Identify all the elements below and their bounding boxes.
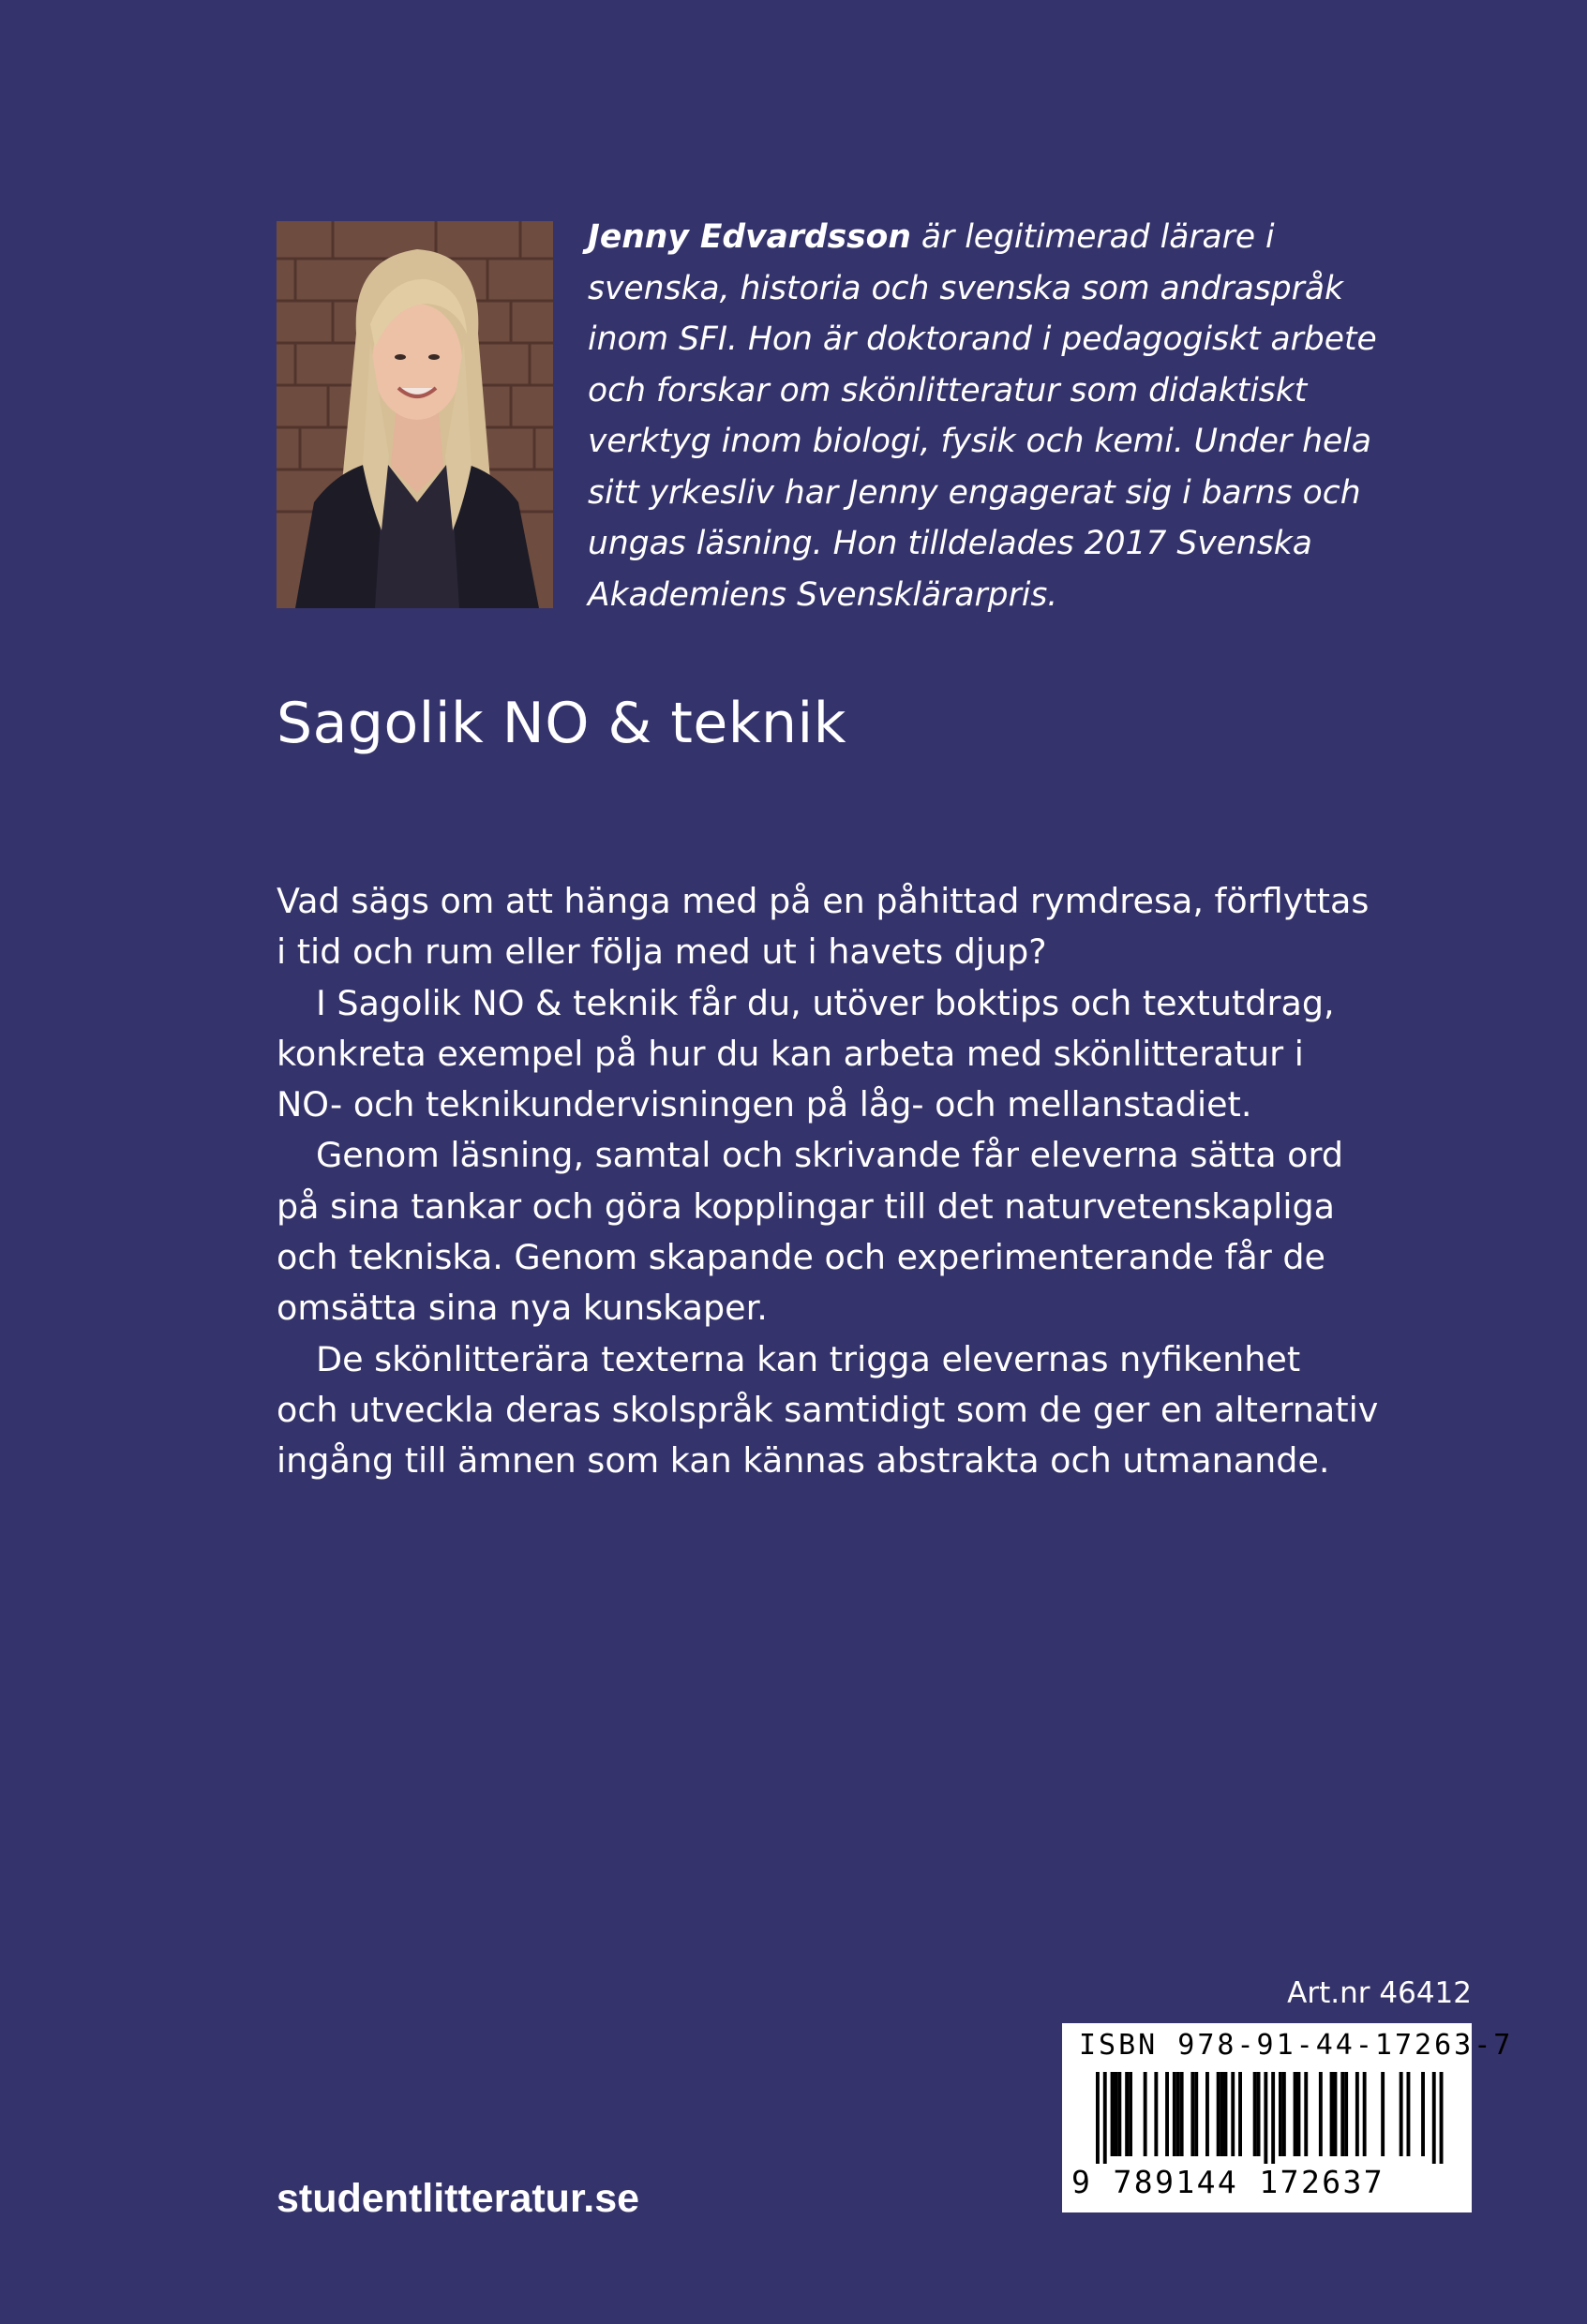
author-bio-line: ungas läsning. Hon tilldelades 2017 Svenska [588, 525, 1312, 562]
barcode-bar [1282, 2072, 1286, 2156]
author-bio-line: inom SFI. Hon är doktorand i pedagogiskt arbete [588, 320, 1377, 358]
barcode-bar [1297, 2072, 1301, 2156]
author-bio-line: är legitimerad lärare i [910, 218, 1275, 256]
barcode-bar [1344, 2072, 1348, 2156]
barcode-bar [1194, 2072, 1198, 2156]
description-line: ingång till ämnen som kan kännas abstrakta och utmanande. [277, 1440, 1330, 1482]
barcode-bar [1304, 2072, 1308, 2156]
barcode-bar [1381, 2072, 1385, 2156]
barcode-bar [1180, 2072, 1184, 2156]
barcode-bar [1111, 2072, 1115, 2156]
barcode-bar [1231, 2072, 1235, 2156]
barcode-bar [1190, 2072, 1194, 2156]
author-bio-line: Akademiens Svensklärarpris. [588, 575, 1058, 614]
description-paragraph [277, 1334, 1505, 1487]
barcode-bar [1421, 2072, 1425, 2156]
barcode-bar [1117, 2072, 1121, 2156]
barcode-bar [1334, 2072, 1338, 2156]
author-bio-line: verktyg inom biologi, fysik och kemi. Under hela [588, 423, 1371, 460]
barcode-bar [1165, 2072, 1169, 2156]
barcode-bar [1440, 2072, 1444, 2164]
barcode-bar [1144, 2072, 1147, 2156]
barcode-bar [1154, 2072, 1158, 2156]
description-line: De skönlitterära texterna kan trigga elevernas nyfikenhet [316, 1338, 1301, 1379]
barcode-bar [1205, 2072, 1209, 2156]
barcode-bar [1400, 2072, 1403, 2156]
barcode-bars [1075, 2072, 1460, 2164]
barcode-bar [1096, 2072, 1100, 2164]
description-line: omsätta sina nya kunskaper. [277, 1288, 768, 1329]
barcode-bar [1407, 2072, 1411, 2156]
description-line: Genom läsning, samtal och skrivande får eleverna sätta ord [316, 1135, 1344, 1176]
author-photo-illustration [277, 221, 553, 608]
barcode-bar [1340, 2072, 1344, 2156]
barcode-bar [1176, 2072, 1180, 2156]
article-number: Art.nr 46412 [1287, 1976, 1472, 2010]
barcode-bar [1363, 2072, 1367, 2156]
barcode-bar [1220, 2072, 1224, 2156]
description-line: NO- och teknikundervisningen på låg- och mellanstadiet. [277, 1084, 1252, 1125]
barcode-bar [1330, 2072, 1334, 2156]
barcode-bar [1129, 2072, 1132, 2156]
barcode-bar [1294, 2072, 1297, 2156]
barcode-bar [1319, 2072, 1323, 2156]
author-bio [588, 212, 1394, 620]
description-paragraph [277, 978, 1505, 1131]
book-description [277, 876, 1505, 1487]
barcode-bar [1173, 2072, 1176, 2156]
barcode-bar [1224, 2072, 1228, 2156]
publisher-url: studentlitteratur.se [277, 2176, 640, 2221]
barcode-bar [1253, 2072, 1257, 2156]
description-line: i tid och rum eller följa med ut i havets djup? [277, 931, 1047, 973]
barcode-bar [1432, 2072, 1436, 2164]
barcode-bar [1238, 2072, 1242, 2156]
description-line: och tekniska. Genom skapande och experimenterande får de [277, 1237, 1325, 1278]
barcode-digits: 9 789144 172637 [1071, 2164, 1385, 2200]
description-line: på sina tankar och göra kopplingar till det naturvetenskapliga [277, 1185, 1336, 1227]
barcode-bar [1115, 2072, 1118, 2156]
isbn-barcode [1062, 2023, 1514, 2212]
barcode-bar [1125, 2072, 1129, 2156]
author-name: Jenny Edvardsson [588, 218, 911, 256]
barcode-bar [1279, 2072, 1282, 2156]
barcode-bar [1271, 2072, 1275, 2164]
description-line: Vad sägs om att hänga med på en påhittad rymdresa, förflyttas [277, 881, 1370, 921]
description-paragraph [277, 1130, 1505, 1333]
author-photo [277, 221, 553, 608]
barcode-bar [1355, 2072, 1359, 2156]
description-line: konkreta exempel på hur du kan arbeta med skönlitteratur i [277, 1033, 1304, 1074]
description-line: I Sagolik NO & teknik får du, utöver boktips och textutdrag, [316, 982, 1335, 1023]
isbn-label: ISBN 978-91-44-17263-7 [1079, 2029, 1514, 2062]
barcode-bar [1217, 2072, 1220, 2156]
barcode-bar [1103, 2072, 1107, 2164]
description-paragraph [277, 876, 1505, 978]
barcode-bar [1257, 2072, 1261, 2156]
description-line: och utveckla deras skolspråk samtidigt som de ger en alternativ [277, 1389, 1379, 1430]
author-bio-line: svenska, historia och svenska som andraspråk [588, 269, 1343, 307]
barcode-bar [1264, 2072, 1267, 2164]
book-title: Sagolik NO & teknik [277, 691, 846, 756]
author-bio-line: och forskar om skönlitteratur som didaktiskt [588, 371, 1308, 410]
author-bio-line: sitt yrkesliv har Jenny engagerat sig i barns och [588, 473, 1361, 512]
